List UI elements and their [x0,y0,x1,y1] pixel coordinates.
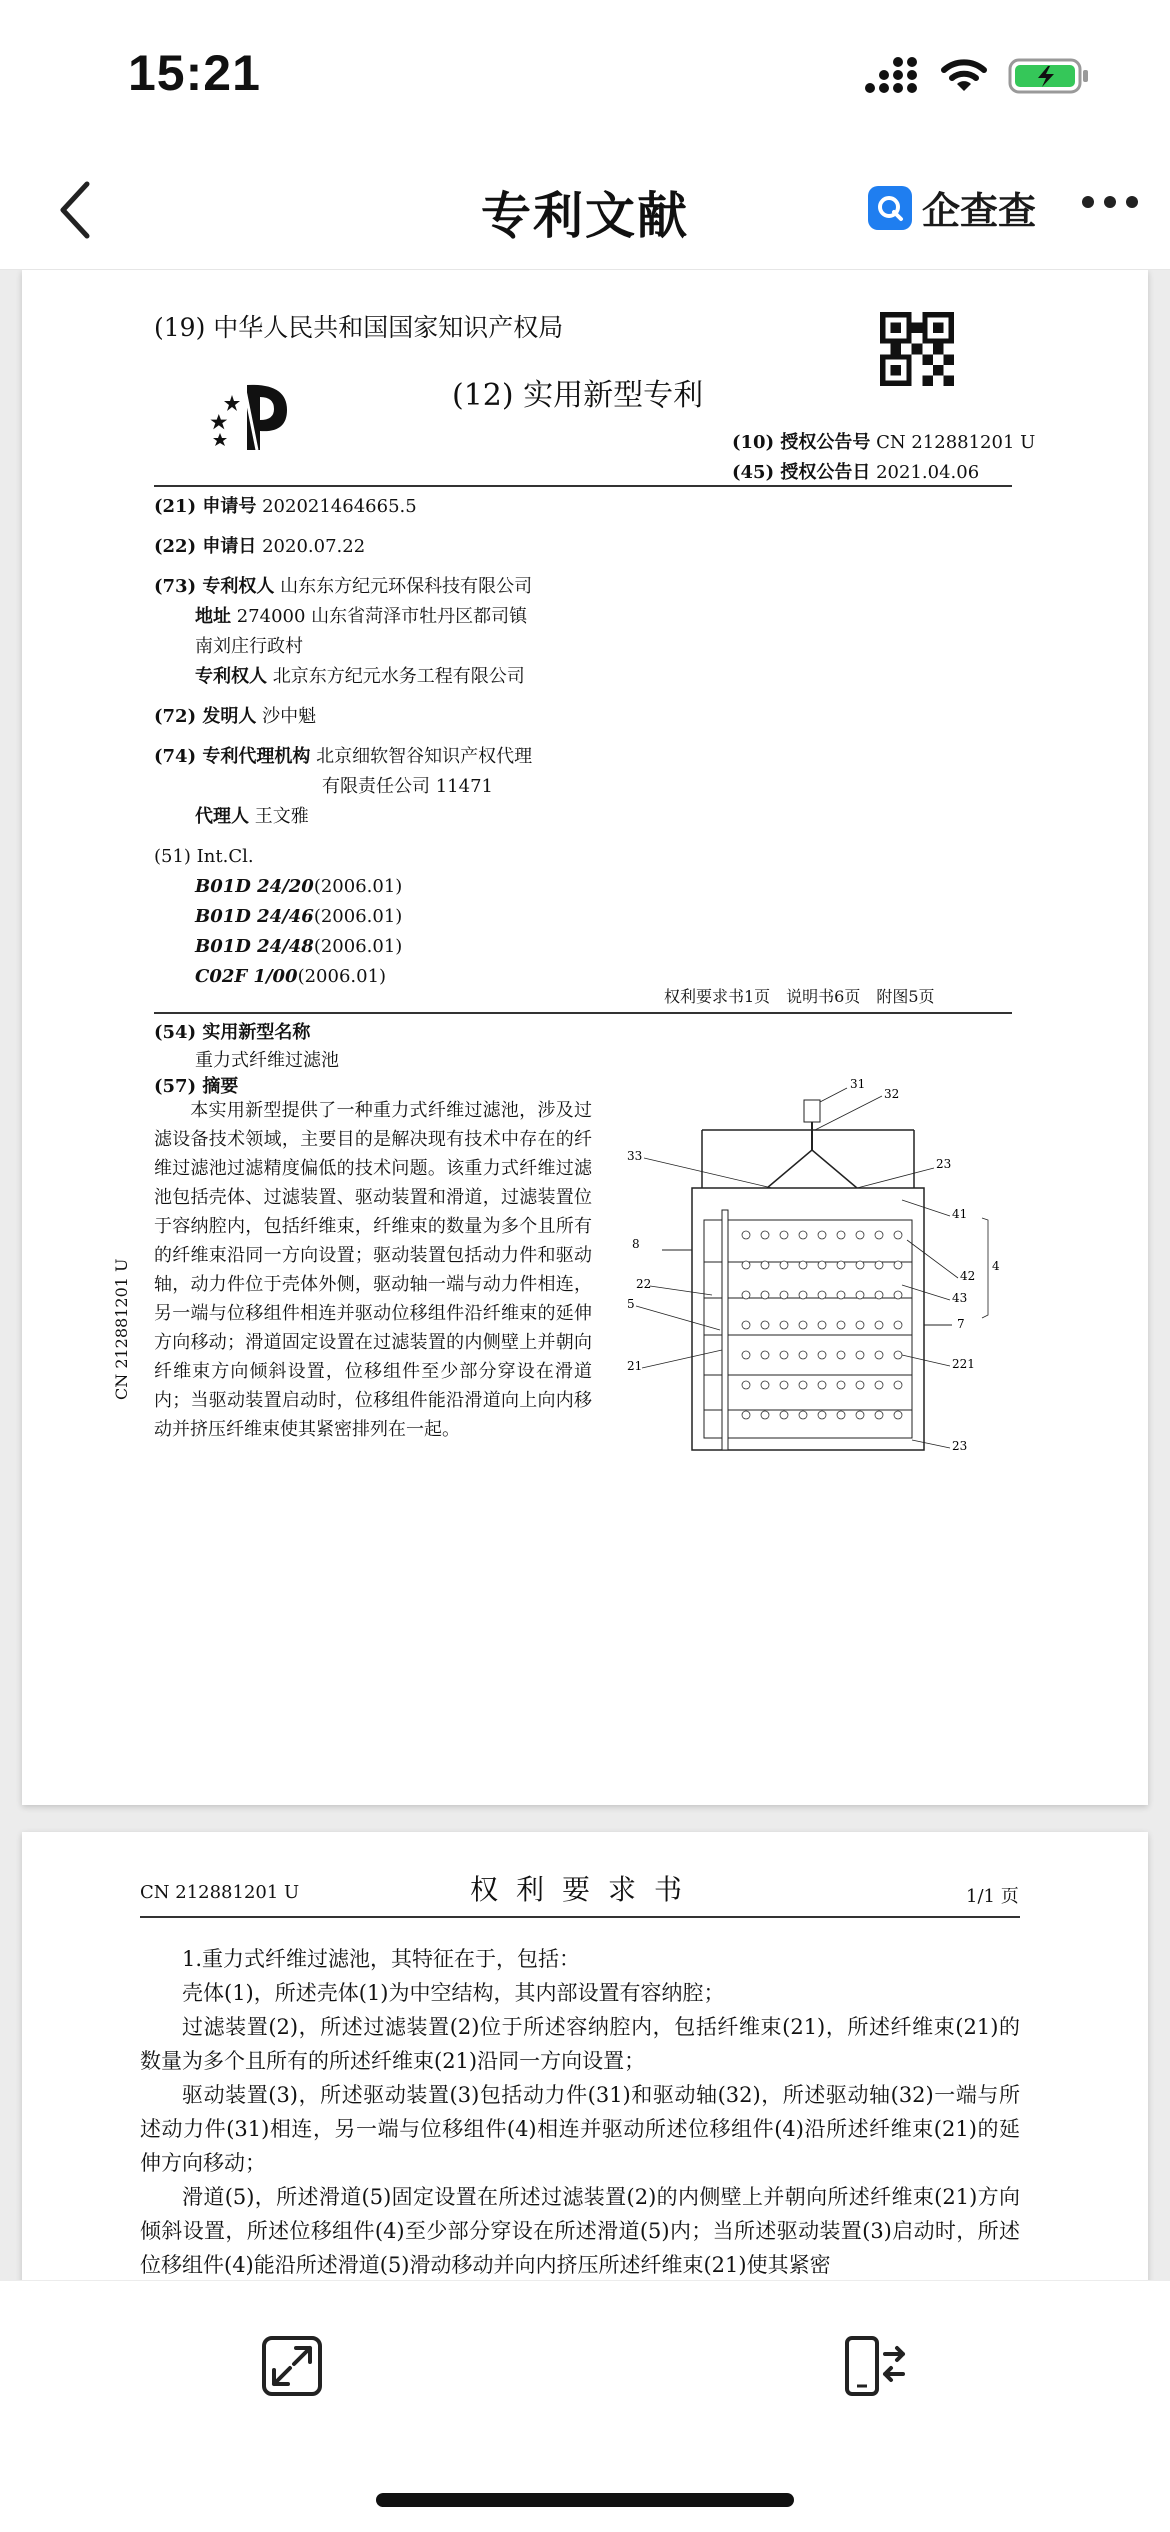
filter-hole [875,1291,883,1299]
patent-holder: (73) 专利权人 山东东方纪元环保科技有限公司 [154,576,533,597]
filter-hole [856,1291,864,1299]
filter-hole [837,1291,845,1299]
signal-icon [864,56,920,96]
home-indicator[interactable] [376,2493,794,2507]
abstract-label: (57) 摘要 [154,1076,239,1097]
patent-type: (12) 实用新型专利 [452,378,704,413]
publication-number: (10) 授权公告号 CN 212881201 U [732,432,1036,453]
filter-hole [837,1321,845,1329]
svg-text:32: 32 [884,1087,900,1101]
page2-patent-number: CN 212881201 U [140,1882,300,1903]
patent-agent: 代理人 王文雅 [195,806,309,827]
filter-hole [742,1411,750,1419]
filter-hole [894,1231,902,1239]
divider [154,485,1012,487]
ipc-code: C02F 1/00(2006.01) [195,966,387,987]
document-viewer[interactable] [0,270,1170,2280]
filter-hole [837,1381,845,1389]
divider [140,1916,1020,1918]
svg-text:5: 5 [627,1297,635,1311]
brand[interactable] [868,180,1036,235]
patent-agency-line2: 有限责任公司 11471 [322,776,493,797]
holder-address-line2: 南刘庄行政村 [195,636,303,657]
patent-holder-2: 专利权人 北京东方纪元水务工程有限公司 [195,666,525,687]
filter-hole [799,1261,807,1269]
svg-text:33: 33 [627,1149,643,1163]
divider [154,1012,1012,1014]
filter-hole [742,1291,750,1299]
application-date: (22) 申请日 2020.07.22 [154,536,366,557]
filter-hole [799,1231,807,1239]
filter-hole [875,1351,883,1359]
filter-hole [856,1411,864,1419]
svg-text:22: 22 [636,1277,652,1291]
filter-hole [875,1231,883,1239]
issuing-office: (19) 中华人民共和国国家知识产权局 [154,313,564,342]
filter-hole [837,1411,845,1419]
status-time: 15:21 [128,45,261,101]
claim-paragraph: 驱动装置(3)，所述驱动装置(3)包括动力件(31)和驱动轴(32)，所述驱动轴(32)一端与所述动力件(31)相连，另一端与位移组件(4)相连并驱动所述位移组件(4)沿所述纤维束(21)的延伸方向移动； [140,2083,1020,2175]
application-number: (21) 申请号 202021464665.5 [154,496,417,517]
filter-hole [875,1381,883,1389]
filter-hole [875,1411,883,1419]
filter-hole [742,1381,750,1389]
filter-hole [818,1411,826,1419]
battery-icon [1008,56,1090,96]
claim-paragraph: 过滤装置(2)，所述过滤装置(2)位于所述容纳腔内，包括纤维束(21)，所述纤维束(21)的数量为多个且所有的所述纤维束(21)沿同一方向设置； [140,2015,1020,2073]
filter-hole [894,1351,902,1359]
claims-title: 权利要求书 [469,1873,700,1906]
ipc-code: B01D 24/48(2006.01) [195,936,403,957]
filter-hole [742,1231,750,1239]
expand-button[interactable] [252,2326,332,2406]
filter-hole [856,1321,864,1329]
svg-text:23: 23 [936,1157,952,1171]
ipc-code: B01D 24/20(2006.01) [195,876,403,897]
filter-hole [856,1381,864,1389]
filter-hole [742,1351,750,1359]
svg-text:41: 41 [952,1207,968,1221]
patent-figure [622,1070,1022,1490]
filter-hole [799,1321,807,1329]
filter-hole [761,1321,769,1329]
filter-hole [761,1351,769,1359]
switch-device-button[interactable] [836,2326,916,2406]
status-bar [0,0,1170,150]
filter-hole [894,1261,902,1269]
svg-text:7: 7 [957,1317,965,1331]
qichacha-logo-icon [868,186,912,230]
filter-hole [780,1321,788,1329]
filter-hole [818,1381,826,1389]
filter-hole [799,1381,807,1389]
claim-paragraph: 滑道(5)，所述滑道(5)固定设置在所述过滤装置(2)的内侧壁上并朝向所述纤维束(21)方向倾斜设置，所述位移组件(4)至少部分穿设在所述滑道(5)内；当所述驱动装置(3)启动时，所述位移组件(4)能沿所述滑道(5)滑动移动并向内挤压所述纤维束(21)使其紧密 [140,2185,1020,2277]
bottom-toolbar [0,2280,1170,2532]
page-number: 1/1 页 [966,1886,1019,1907]
filter-hole [761,1261,769,1269]
filter-hole [780,1381,788,1389]
filter-hole [837,1351,845,1359]
filter-hole [761,1411,769,1419]
wifi-icon [940,57,988,95]
svg-text:23: 23 [952,1439,968,1453]
svg-text:42: 42 [960,1269,976,1283]
filter-hole [780,1351,788,1359]
filter-hole [894,1381,902,1389]
claim-paragraph: 1.重力式纤维过滤池，其特征在于，包括： [182,1947,581,1971]
filter-hole [837,1261,845,1269]
filter-hole [856,1351,864,1359]
filter-hole [818,1351,826,1359]
claim-paragraph: 壳体(1)，所述壳体(1)为中空结构，其内部设置有容纳腔； [182,1981,725,2005]
page-title: 专利文献 [481,187,689,245]
utility-name: 重力式纤维过滤池 [195,1050,339,1071]
status-icons [864,56,1090,96]
abstract-text: 本实用新型提供了一种重力式纤维过滤池，涉及过滤设备技术领域，主要目的是解决现有技术中存在的纤维过滤池过滤精度偏低的技术问题。该重力式纤维过滤池包括壳体、过滤装置、驱动装置和滑道，过滤装置位于容纳腔内，包括纤维束，纤维束的数量为多个且所有的纤维束沿同一方向设置；驱动装置包括动力件和驱动轴，动力件位于壳体外侧，驱动轴一端与动力件相连，另一端与位移组件相连并驱动位移组件沿纤维束的延伸方向移动；滑道固定设置在过滤装置的内侧壁上并朝向纤维束方向倾斜设置，位移组件至少部分穿设在滑道内；当驱动装置启动时，位移组件能沿滑道向上向内移动并挤压纤维束使其紧密排列在一起。 [154,1100,592,1440]
more-dots-icon[interactable] [1082,196,1138,208]
filter-hole [780,1261,788,1269]
filter-hole [780,1291,788,1299]
filter-hole [856,1231,864,1239]
patent-page-1 [22,270,1148,1805]
filter-hole [894,1291,902,1299]
brand-name: 企查查 [922,189,1037,233]
switch-device-icon [841,2334,911,2398]
filter-hole [837,1231,845,1239]
filter-hole [742,1321,750,1329]
filter-hole [818,1291,826,1299]
svg-text:4: 4 [992,1259,1000,1273]
svg-text:21: 21 [627,1359,643,1373]
expand-icon [260,2334,324,2398]
patent-page-2 [22,1832,1148,2280]
filter-hole [799,1411,807,1419]
filter-hole [894,1411,902,1419]
side-patent-number: CN 212881201 U [112,1258,131,1400]
pages-info: 权利要求书1页 说明书6页 附图5页 [664,987,935,1006]
filter-hole [780,1231,788,1239]
filter-hole [818,1321,826,1329]
filter-hole [761,1381,769,1389]
inventor: (72) 发明人 沙中魁 [154,706,317,727]
qr-code [880,312,954,386]
filter-hole [818,1231,826,1239]
cnipa-logo [202,365,302,455]
filter-hole [875,1261,883,1269]
claims-body [140,1942,1020,2280]
int-cl-label: (51) Int.Cl. [154,846,254,867]
filter-hole [799,1291,807,1299]
filter-hole [818,1261,826,1269]
publication-date: (45) 授权公告日 2021.04.06 [732,462,980,483]
utility-name-label: (54) 实用新型名称 [154,1022,311,1043]
filter-hole [799,1351,807,1359]
filter-hole [742,1261,750,1269]
filter-hole [875,1321,883,1329]
filter-hole [780,1411,788,1419]
nav-bar [0,150,1170,270]
svg-text:221: 221 [952,1357,975,1371]
holder-address: 地址 274000 山东省菏泽市牡丹区都司镇 [195,606,528,627]
filter-hole [761,1291,769,1299]
svg-text:8: 8 [632,1237,640,1251]
filter-hole [894,1321,902,1329]
filter-hole [856,1261,864,1269]
ipc-code: B01D 24/46(2006.01) [195,906,403,927]
patent-agency: (74) 专利代理机构 北京细软智谷知识产权代理 [154,746,533,767]
svg-text:31: 31 [850,1077,866,1091]
svg-text:43: 43 [952,1291,968,1305]
filter-hole [761,1231,769,1239]
